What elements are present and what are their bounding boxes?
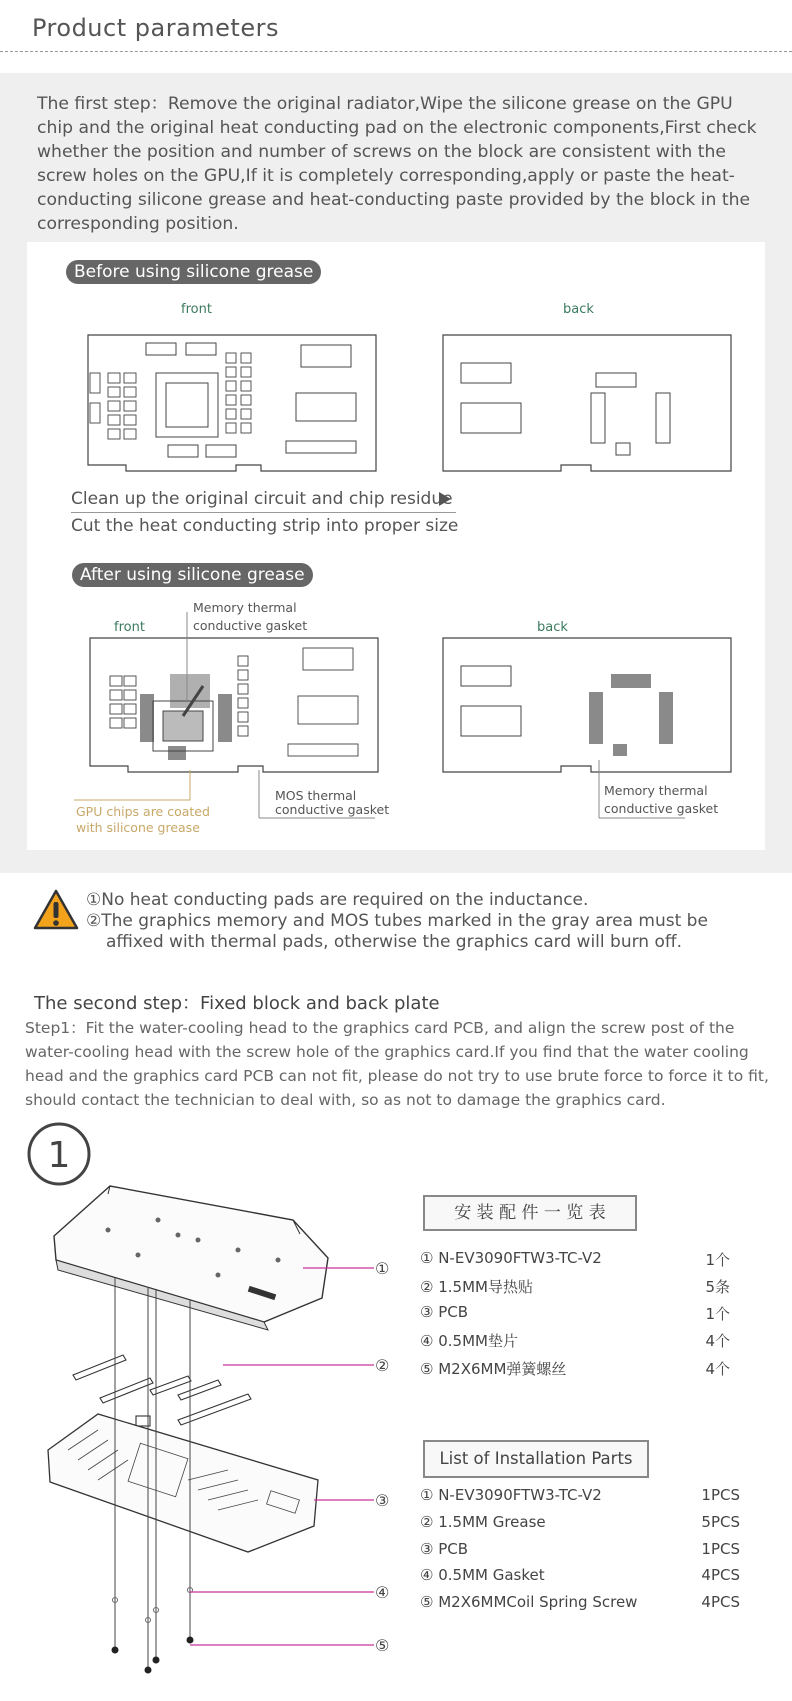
memory-top-leader	[180, 612, 194, 702]
parts-cn-row-1: ① N-EV3090FTW3-TC-V2	[420, 1249, 602, 1267]
parts-cn-qty-4: 4个	[705, 1332, 730, 1350]
callout-5: ⑤	[375, 1636, 390, 1655]
parts-cn-title: 安 装 配 件 一 览 表	[423, 1195, 637, 1231]
memory-back-label-1: Memory thermal	[604, 783, 708, 798]
caption-divider	[71, 512, 456, 513]
header-divider	[0, 51, 792, 52]
before-caption-2: Cut the heat conducting strip into proper size	[71, 516, 459, 536]
after-back-board	[441, 636, 735, 778]
warning-text	[86, 890, 766, 953]
step2-title: The second step：Fixed block and back plate	[34, 993, 440, 1014]
parts-cn-row-5: ⑤ M2X6MM弹簧螺丝	[420, 1360, 567, 1378]
parts-en-qty-4: 4PCS	[701, 1566, 740, 1584]
gpu-label-2: with silicone grease	[76, 820, 200, 835]
parts-en-qty-1: 1PCS	[701, 1486, 740, 1504]
parts-cn-qty-2: 5条	[705, 1278, 730, 1296]
parts-cn-qty-1: 1个	[705, 1251, 730, 1269]
after-front-label: front	[114, 620, 145, 635]
step1-text: The first step：Remove the original radiator,Wipe the silicone grease on the GPU chip and the original heat conducting pad on the electronic components,First check whether the position and number of screws on the block are consistent with the screw holes on the GPU,If it is completely corresponding,apply or paste the heat-conducting silicone grease and heat-conducting paste provided by the block in the corresponding position.	[37, 94, 757, 234]
callout-1: ①	[375, 1259, 390, 1278]
parts-cn-row-3: ③ PCB	[420, 1303, 469, 1321]
callout-4: ④	[375, 1583, 390, 1602]
warning-line-1: ①No heat conducting pads are required on the inductance.	[86, 890, 589, 910]
exploded-diagram	[38, 1180, 408, 1685]
after-front-board	[88, 636, 382, 778]
memory-top-label-1: Memory thermal	[193, 600, 297, 615]
parts-en-row-4: ④ 0.5MM Gasket	[420, 1566, 545, 1584]
before-front-board	[86, 333, 380, 475]
before-pill: Before using silicone grease	[66, 260, 321, 284]
parts-en-row-3: ③ PCB	[420, 1540, 469, 1558]
mos-label-1: MOS thermal	[275, 788, 357, 803]
parts-en-title: List of Installation Parts	[423, 1440, 649, 1478]
callout-3: ③	[375, 1491, 390, 1510]
after-pill: After using silicone grease	[72, 563, 313, 587]
parts-cn-qty-5: 4个	[705, 1360, 730, 1378]
step-number-text: 1	[47, 1135, 71, 1176]
step2-text: Step1：Fit the water-cooling head to the graphics card PCB, and align the screw post of the water-cooling head with the screw hole of the graphics card.If you find that the water cooling head and the graphics card PCB can not fit, please do not try to use brute force to force it to fit, should contact the technician to deal with, so as not to damage the graphics card.	[25, 1019, 769, 1109]
warning-line-3: affixed with thermal pads, otherwise the graphics card will burn off.	[106, 932, 682, 952]
parts-en-qty-3: 1PCS	[701, 1540, 740, 1558]
before-back-board	[441, 333, 735, 475]
warning-icon	[32, 888, 80, 932]
memory-top-label-2: conductive gasket	[193, 618, 308, 633]
parts-en-row-1: ① N-EV3090FTW3-TC-V2	[420, 1486, 602, 1504]
parts-cn-qty-3: 1个	[705, 1305, 730, 1323]
parts-en-qty-2: 5PCS	[701, 1513, 740, 1531]
page-title: Product parameters	[32, 14, 279, 42]
parts-en-qty-5: 4PCS	[701, 1593, 740, 1611]
before-front-label: front	[181, 302, 212, 317]
callout-2: ②	[375, 1356, 390, 1375]
parts-en-row-2: ② 1.5MM Grease	[420, 1513, 546, 1531]
parts-en-row-5: ⑤ M2X6MMCoil Spring Screw	[420, 1593, 638, 1611]
before-caption-1: Clean up the original circuit and chip residue	[71, 489, 453, 509]
gpu-label-1: GPU chips are coated	[76, 804, 210, 819]
memory-back-label-2: conductive gasket	[604, 801, 719, 816]
mos-label-2: conductive gasket	[275, 802, 390, 817]
before-back-label: back	[563, 302, 594, 317]
parts-cn-row-2: ② 1.5MM导热贴	[420, 1278, 533, 1296]
parts-cn-row-4: ④ 0.5MM垫片	[420, 1332, 518, 1350]
after-back-label: back	[537, 620, 568, 635]
warning-line-2: ②The graphics memory and MOS tubes marked in the gray area must be	[86, 911, 708, 931]
